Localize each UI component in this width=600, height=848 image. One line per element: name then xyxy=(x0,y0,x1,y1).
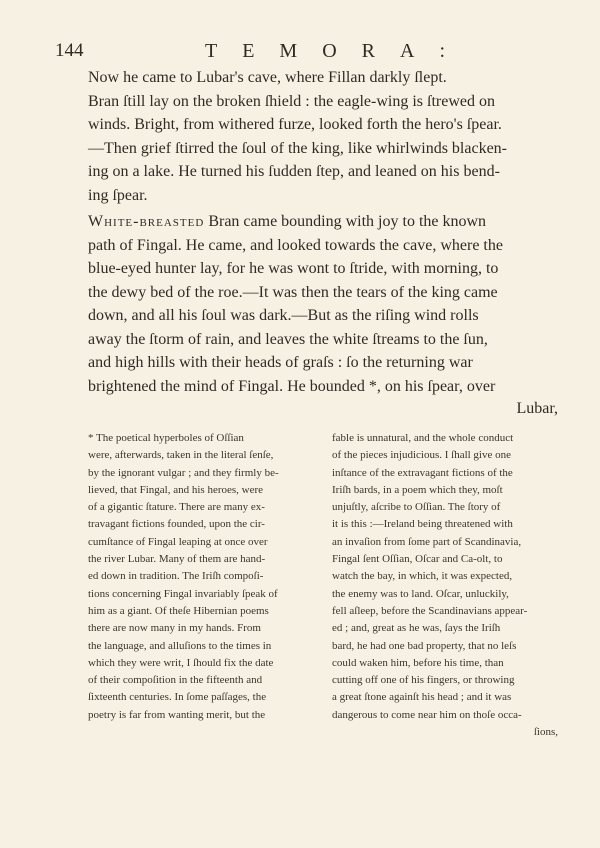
note-line: unjuſtly, aſcribe to Oſſian. The ſtory of xyxy=(332,501,501,514)
note-line: a great ſtone againſt his head ; and it was xyxy=(332,691,512,704)
note-line: it is this :—Ireland being threatened with xyxy=(332,518,513,531)
page-header xyxy=(55,40,540,66)
note-line: fable is unnatural, and the whole conduct xyxy=(332,432,514,444)
note-line: dangerous to come near him on thoſe occa- xyxy=(332,708,522,721)
text-line: Bran ſtill lay on the broken ſhield : the eagle-wing is ſtrewed on xyxy=(88,92,496,110)
footnote-left-column xyxy=(88,430,314,724)
note-line: of their compoſition in the fifteenth and xyxy=(88,674,263,687)
text-line: ing on a lake. He turned his ſudden ſtep, and leaned on his bend- xyxy=(88,163,500,180)
note-line: poetry is far from wanting merit, but the xyxy=(88,708,266,721)
note-line: Fingal ſent Oſſian, Oſcar and Ca-olt, to xyxy=(332,553,503,566)
note-line: could waken him, before his time, than xyxy=(332,656,504,669)
text-line: blue-eyed hunter lay, for he was wont to ſtride, with morning, to xyxy=(88,260,499,277)
note-line: inſtance of the extravagant fictions of the xyxy=(332,466,513,479)
note-catchword: ſions, xyxy=(533,726,558,739)
note-line: bard, he had one bad property, that no leſs xyxy=(332,639,517,652)
note-line: of a gigantic ſtature. There are many ex- xyxy=(88,501,265,514)
paragraph-2 xyxy=(88,210,558,398)
text-line: Now he came to Lubar's cave, where Fillan darkly ſlept. xyxy=(88,69,447,86)
paragraph-1 xyxy=(88,66,558,207)
first-line-rest: Bran came bounding with joy to the known xyxy=(204,213,487,230)
note-line: were, afterwards, taken in the literal ſenſe, xyxy=(88,449,274,462)
note-line: an invaſion from ſome part of Scandinavia, xyxy=(332,535,522,548)
note-line: lieved, that Fingal, and his heroes, were xyxy=(88,483,264,496)
running-title: TEMORA: xyxy=(205,40,470,62)
text-line: winds. Bright, from withered furze, looked forth the hero's ſpear. xyxy=(88,116,502,133)
note-line: * The poetical hyperboles of Oſſian xyxy=(88,432,244,444)
note-line: of the pieces injudicious. I ſhall give one xyxy=(332,449,512,462)
note-line: the river Lubar. Many of them are hand- xyxy=(88,553,266,566)
note-line: there are now many in my hands. From xyxy=(88,622,261,635)
text-line: brightened the mind of Fingal. He bounded *, on his ſpear, over xyxy=(88,377,496,395)
text-line: the dewy bed of the roe.—It was then the tears of the king came xyxy=(88,283,498,301)
note-line: by the ignorant vulgar ; and they firmly be- xyxy=(88,466,279,479)
note-line: the enemy was to land. Oſcar, unluckily, xyxy=(332,587,509,600)
note-line: ſixteenth centuries. In ſome paſſages, the xyxy=(88,691,267,704)
footnote-right-column xyxy=(332,430,558,741)
note-line: Iriſh bards, in a poem which they, moſt xyxy=(332,483,503,496)
text-line: down, and all his ſoul was dark.—But as the riſing wind rolls xyxy=(88,307,479,324)
small-caps-opening: White-breasted xyxy=(88,213,205,230)
page-catchword: Lubar, xyxy=(516,400,558,417)
note-line: cumſtance of Fingal leaping at once over xyxy=(88,535,268,548)
text-line: —Then grief ſtirred the ſoul of the king, like whirlwinds blacken- xyxy=(88,139,507,157)
note-line: tions concerning Fingal invariably ſpeak of xyxy=(88,587,278,600)
note-line: watch the bay, in which, it was expected, xyxy=(332,570,513,583)
note-line: him as a giant. Of theſe Hibernian poems xyxy=(88,604,269,617)
page-number: 144 xyxy=(55,40,84,61)
note-line: cutting off one of his fingers, or throwing xyxy=(332,674,515,687)
note-line: ed down in tradition. The Iriſh compoſi- xyxy=(88,570,264,583)
note-line: ed ; and, great as he was, ſays the Iriſh xyxy=(332,622,501,635)
note-line: travagant fictions founded, upon the cir- xyxy=(88,518,265,531)
text-line: ing ſpear. xyxy=(88,186,148,204)
note-line: which they were writ, I ſhould fix the date xyxy=(88,656,274,669)
note-line: fell aſleep, before the Scandinavians appear- xyxy=(332,604,528,617)
note-line: the language, and alluſions to the times in xyxy=(88,639,272,652)
text-line: and high hills with their heads of graſs : ſo the returning war xyxy=(88,354,473,371)
text-line: away the ſtorm of rain, and leaves the white ſtreams to the ſun, xyxy=(88,330,488,348)
text-line: path of Fingal. He came, and looked towards the cave, where the xyxy=(88,236,503,254)
text-line xyxy=(88,210,558,234)
